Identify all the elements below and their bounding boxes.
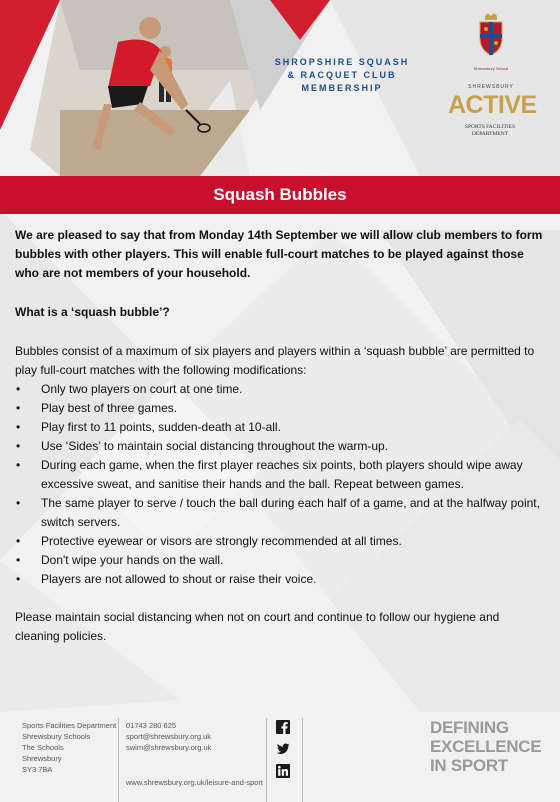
club-title-line: & RACQUET CLUB (287, 70, 397, 80)
list-item (15, 399, 545, 418)
main-content (15, 226, 545, 646)
footer-address (22, 720, 116, 775)
address-line: SY3 7BA (22, 765, 53, 774)
list-item (15, 380, 545, 399)
address-line: The Schools (22, 743, 64, 752)
twitter-icon[interactable] (276, 742, 290, 756)
list-item-text: Play best of three games. (41, 401, 178, 415)
school-crest-icon (476, 12, 506, 56)
bullet-icon: • (16, 401, 21, 415)
bullet-icon: • (16, 553, 21, 567)
facebook-icon[interactable] (276, 720, 290, 734)
logo-department-line: DEPARTMENT (471, 131, 509, 137)
list-item-text: Don't wipe your hands on the wall. (41, 553, 224, 567)
address-line: Shrewsbury Schools (22, 732, 91, 741)
bullet-icon: • (16, 534, 21, 548)
description-paragraph: Bubbles consist of a maximum of six players and players within a ‘squash bubble’ are permitted to play full-court matches with the following modifications: (15, 344, 535, 377)
header (0, 0, 560, 176)
bullet-icon: • (16, 496, 21, 510)
list-item (15, 551, 545, 570)
modifications-list (15, 380, 545, 589)
footer-divider (118, 718, 119, 802)
list-item (15, 532, 545, 551)
list-item (15, 418, 545, 437)
list-item-text: The same player to serve / touch the ball during each half of a game, and at the halfway point, switch servers. (41, 496, 540, 529)
footer-contacts (126, 720, 263, 788)
footer-divider (266, 718, 267, 802)
tagline (430, 718, 550, 775)
section-heading: What is a ‘squash bubble’? (15, 305, 170, 319)
page-title: Squash Bubbles (213, 185, 347, 204)
social-links (276, 720, 291, 786)
club-membership-title (262, 56, 422, 95)
bullet-icon: • (16, 572, 21, 586)
title-banner (0, 176, 560, 214)
list-item (15, 456, 545, 494)
footer-divider (302, 718, 303, 802)
list-item-text: Players are not allowed to shout or raise their voice. (41, 572, 317, 586)
list-item-text: During each game, when the first player reaches six points, both players should wipe away excessive sweat, and sanitise their hands and the ball. Repeat between games. (41, 458, 523, 491)
address-line: Sports Facilities Department (22, 721, 117, 730)
logo-department (448, 124, 532, 138)
tagline-line: EXCELLENCE (430, 737, 542, 756)
list-item-text: Use ‘Sides’ to maintain social distancing throughout the warm-up. (41, 439, 389, 453)
linkedin-icon[interactable] (276, 764, 290, 778)
intro-paragraph: We are pleased to say that from Monday 14th September we will allow club members to form bubbles with other players. This will enable full-court matches to be played against those who are not members of your household. (15, 228, 543, 280)
crest-caption: Shrewsbury School (473, 66, 509, 71)
list-item (15, 570, 545, 589)
address-line: Shrewsbury (22, 754, 62, 763)
tagline-line: IN SPORT (430, 756, 508, 775)
bullet-icon: • (16, 439, 21, 453)
bullet-icon: • (16, 382, 21, 396)
logo-shrewsbury: SHREWSBURY (468, 84, 514, 90)
active-logo: ACTIVE (448, 91, 537, 119)
club-title-line: SHROPSHIRE SQUASH (274, 57, 410, 67)
email-sport-link[interactable]: sport@shrewsbury.org.uk (126, 732, 212, 741)
closing-paragraph: Please maintain social distancing when not on court and continue to follow our hygiene and cleaning policies. (15, 610, 500, 643)
footer (0, 712, 560, 802)
phone-number: 01743 280 625 (126, 721, 177, 730)
email-swim-link[interactable]: swim@shrewsbury.org.uk (126, 743, 212, 752)
bullet-icon: • (16, 458, 21, 472)
website-link[interactable]: www.shrewsbury.org.uk/leisure-and-sport (126, 778, 263, 787)
bullet-icon: • (16, 420, 21, 434)
list-item-text: Only two players on court at one time. (41, 382, 243, 396)
list-item (15, 494, 545, 532)
tagline-line: DEFINING (430, 718, 509, 737)
list-item-text: Play first to 11 points, sudden-death at 10-all. (41, 420, 281, 434)
list-item-text: Protective eyewear or visors are strongly recommended at all times. (41, 534, 402, 548)
club-title-line: MEMBERSHIP (301, 83, 383, 93)
list-item (15, 437, 545, 456)
logo-department-line: SPORTS FACILITIES (464, 124, 516, 130)
